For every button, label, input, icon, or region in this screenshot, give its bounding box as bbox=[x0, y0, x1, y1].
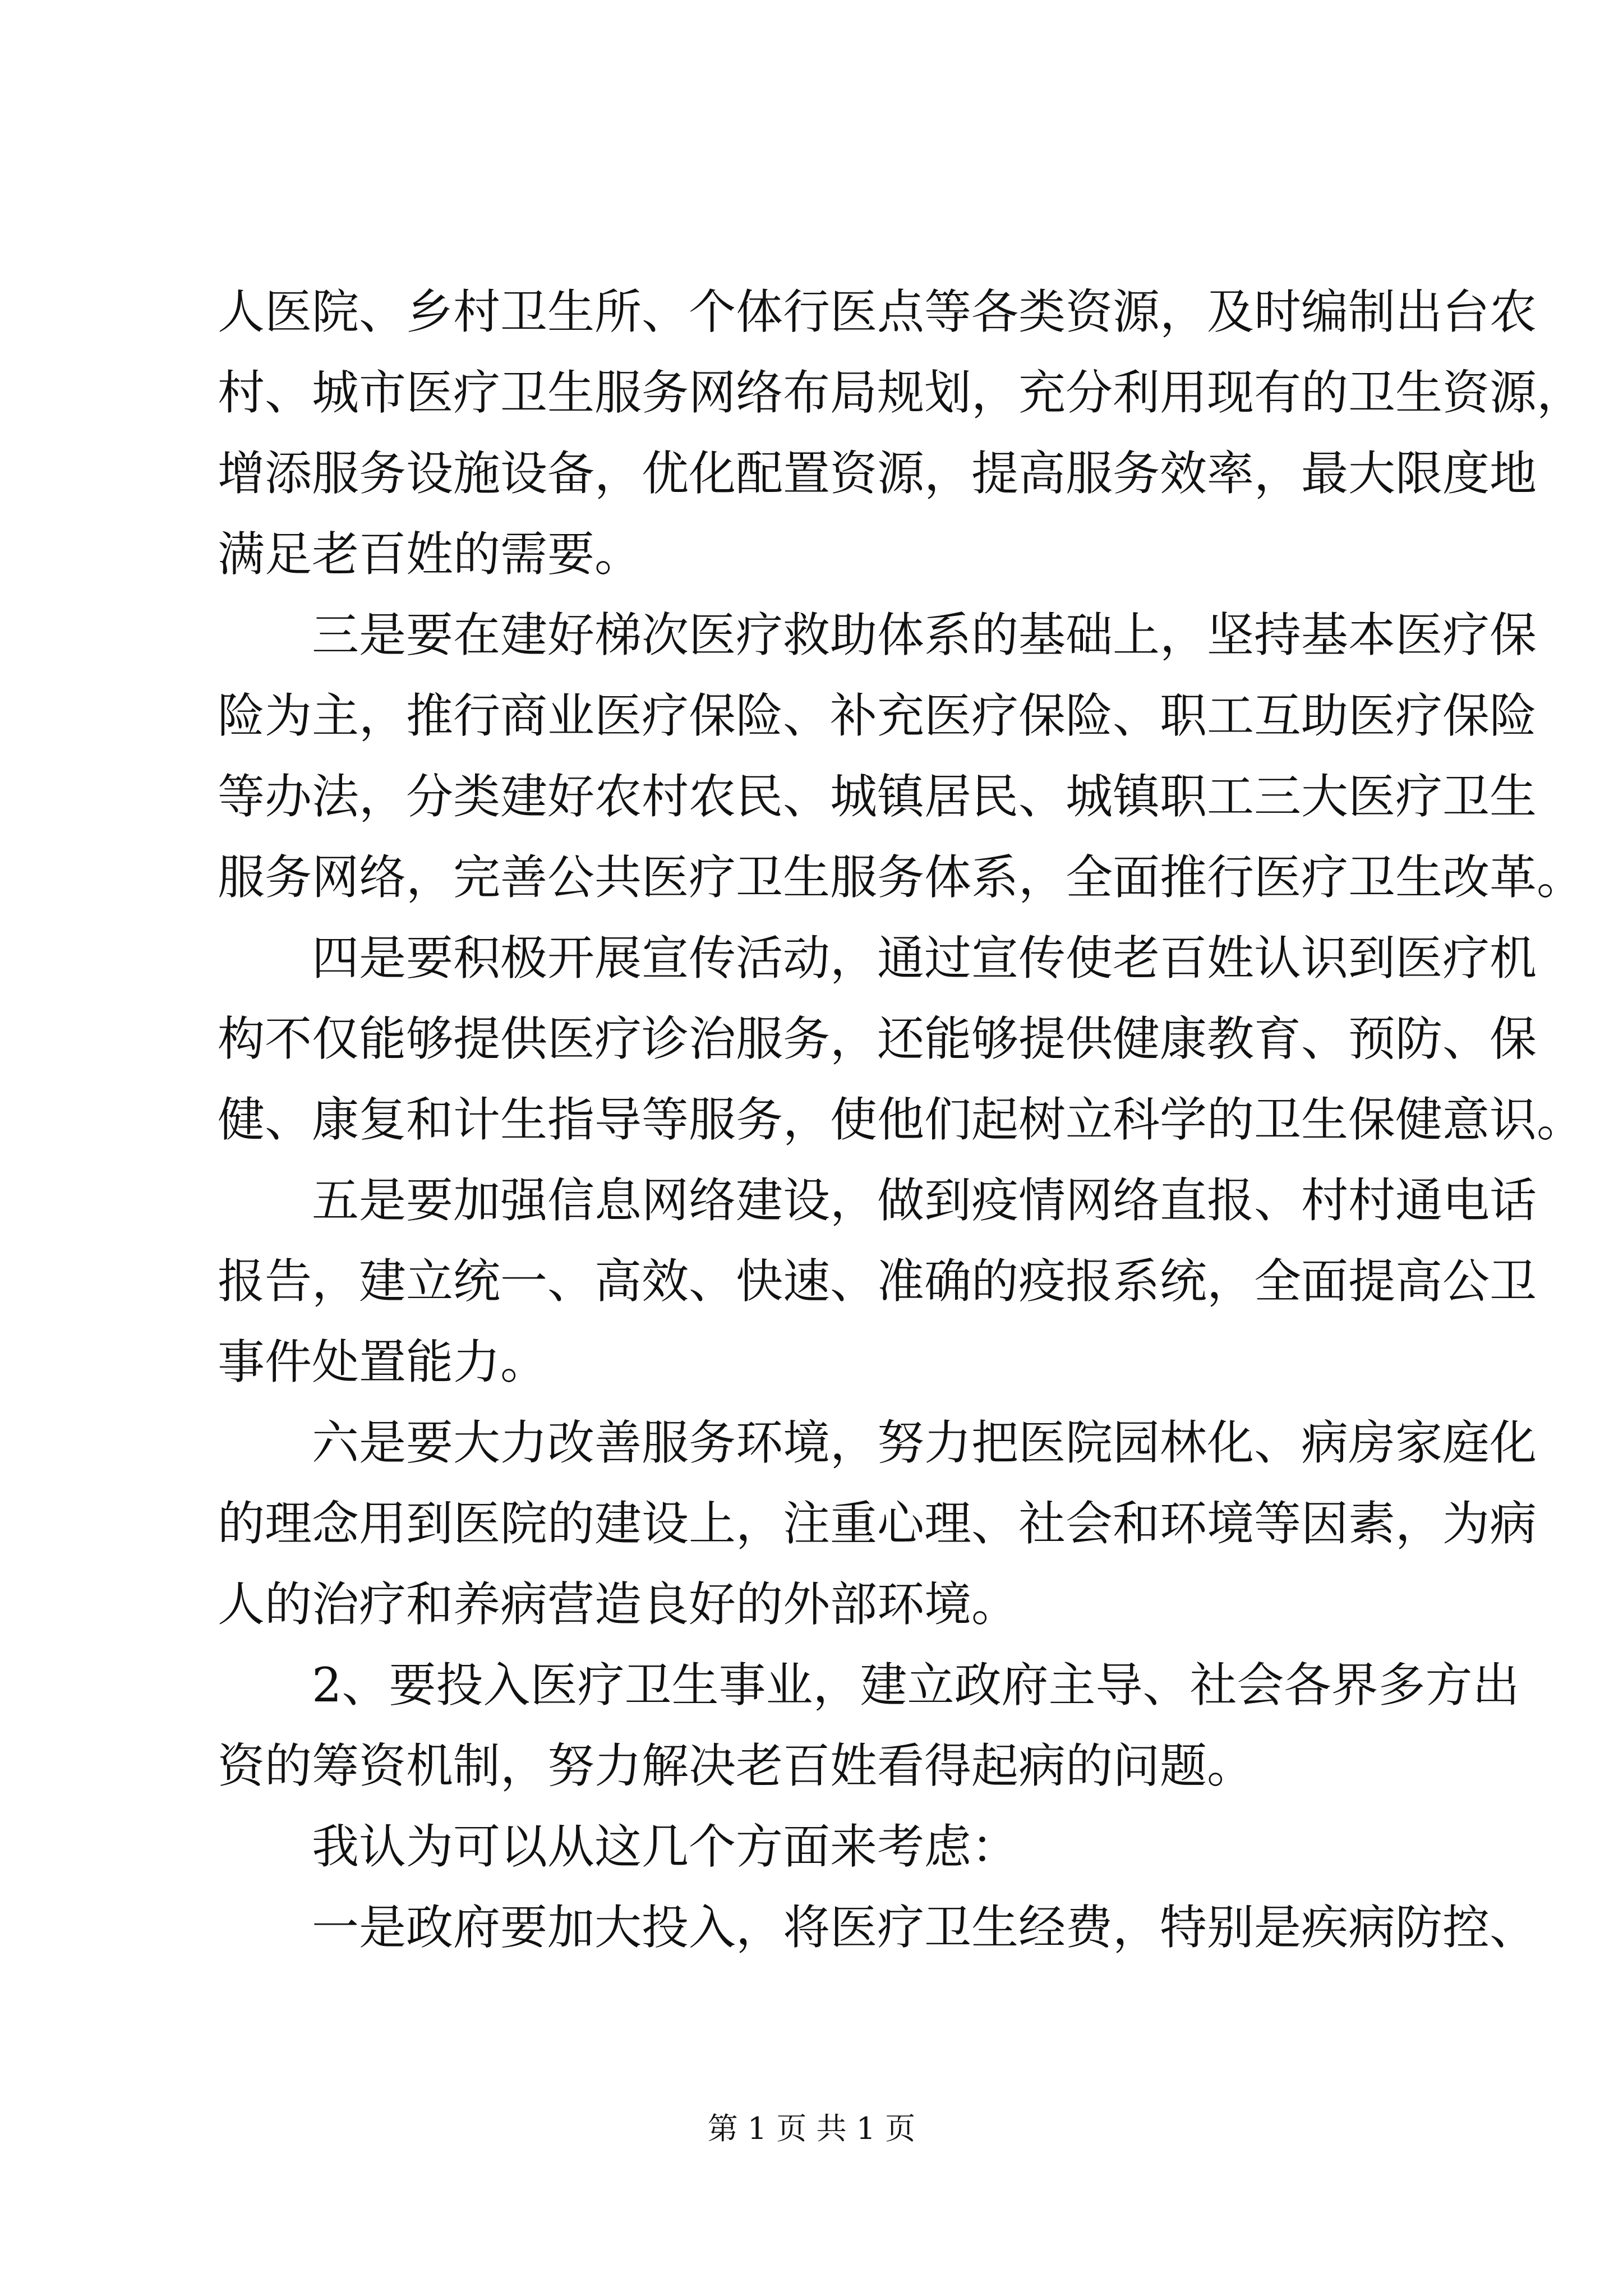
text-line: 服务网络，完善公共医疗卫生服务体系，全面推行医疗卫生改革。 bbox=[218, 850, 1584, 905]
text-line: 增添服务设施设备，优化配置资源，提高服务效率，最大限度地 bbox=[218, 446, 1537, 501]
text-line: 构不仅能够提供医疗诊治服务，还能够提供健康教育、预防、保 bbox=[218, 1011, 1537, 1066]
text-line: 五是要加强信息网络建设，做到疫情网络直报、村村通电话 bbox=[218, 1173, 1537, 1228]
page-number-footer: 第 1 页 共 1 页 bbox=[707, 2111, 916, 2146]
text-line: 报告，建立统一、高效、快速、准确的疫报系统，全面提高公卫 bbox=[218, 1254, 1537, 1309]
text-line: 资的筹资机制，努力解决老百姓看得起病的问题。 bbox=[218, 1738, 1255, 1793]
text-line: 一是政府要加大投入，将医疗卫生经费，特别是疾病防控、 bbox=[218, 1900, 1537, 1955]
text-line: 等办法，分类建好农村农民、城镇居民、城镇职工三大医疗卫生 bbox=[218, 769, 1537, 824]
text-line: 六是要大力改善服务环境，努力把医院园林化、病房家庭化 bbox=[218, 1415, 1537, 1470]
text-line: 村、城市医疗卫生服务网络布局规划，充分利用现有的卫生资源， bbox=[218, 365, 1584, 420]
text-line: 事件处置能力。 bbox=[218, 1335, 548, 1389]
text-line: 险为主，推行商业医疗保险、补充医疗保险、职工互助医疗保险 bbox=[218, 688, 1537, 743]
text-line: 人医院、乡村卫生所、个体行医点等各类资源，及时编制出台农 bbox=[218, 284, 1537, 339]
text-line: 的理念用到医院的建设上，注重心理、社会和环境等因素，为病 bbox=[218, 1496, 1537, 1551]
text-line: 四是要积极开展宣传活动，通过宣传使老百姓认识到医疗机 bbox=[218, 931, 1537, 986]
text-line: 2、要投入医疗卫生事业，建立政府主导、社会各界多方出 bbox=[218, 1658, 1520, 1713]
text-line: 人的治疗和养病营造良好的外部环境。 bbox=[218, 1577, 1019, 1632]
text-line: 满足老百姓的需要。 bbox=[218, 527, 642, 582]
document-body bbox=[218, 272, 1584, 1968]
text-line: 健、康复和计生指导等服务，使他们起树立科学的卫生保健意识。 bbox=[218, 1092, 1584, 1147]
text-line: 我认为可以从这几个方面来考虑： bbox=[218, 1819, 1019, 1874]
text-line: 三是要在建好梯次医疗救助体系的基础上，坚持基本医疗保 bbox=[218, 608, 1537, 662]
